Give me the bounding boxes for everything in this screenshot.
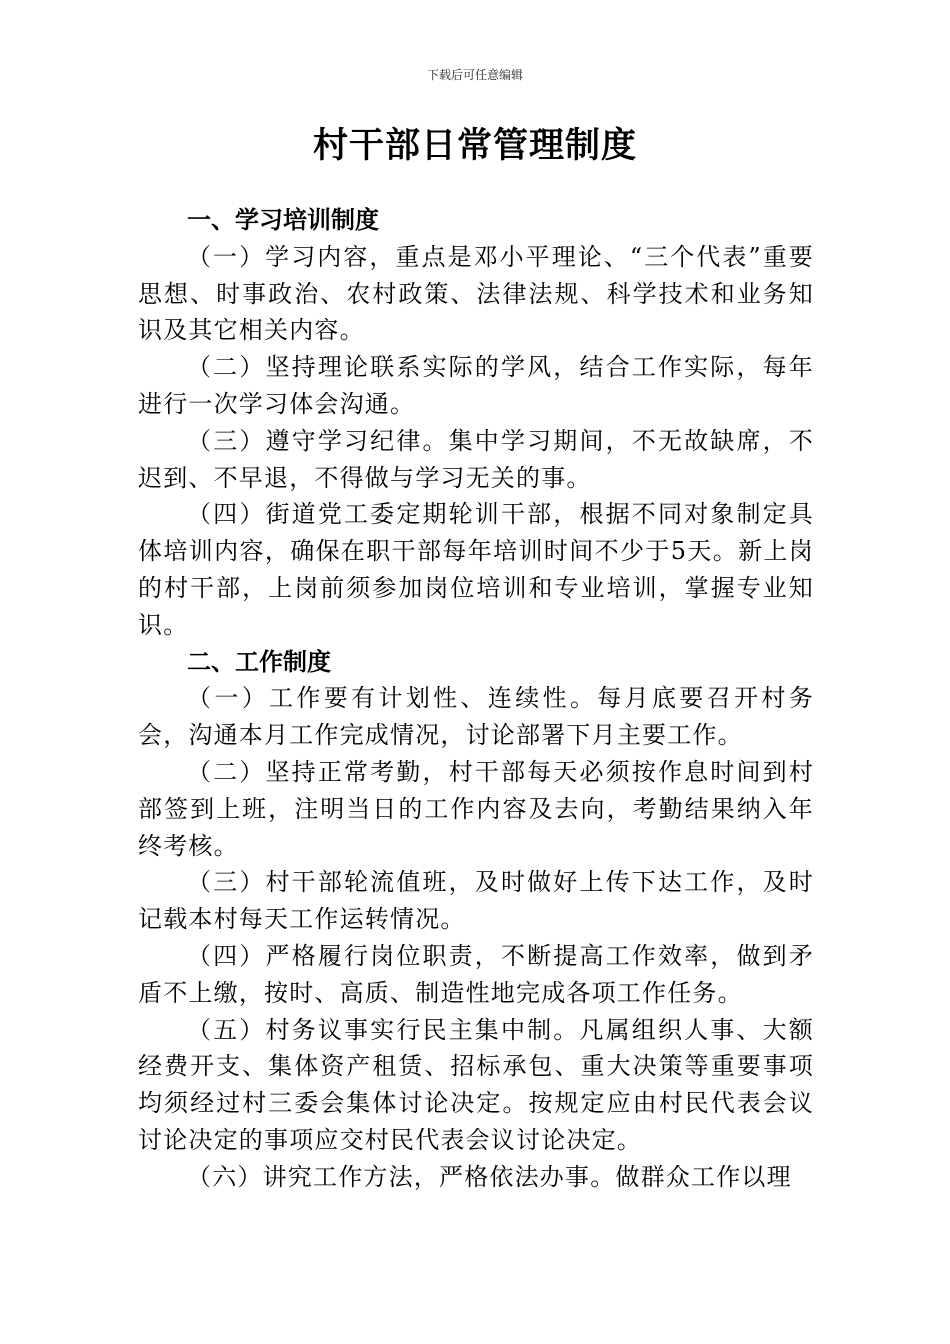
paragraph: （四）街道党工委定期轮训干部，根据不同对象制定具体培训内容，确保在职干部每年培训时间不少于5天。新上岗的村干部，上岗前须参加岗位培训和专业培训，掌握专业知识。 (138, 500, 814, 639)
paragraph: （三）村干部轮流值班，及时做好上传下达工作，及时记载本村每天工作运转情况。 (138, 868, 814, 934)
paragraph: （二）坚持正常考勤，村干部每天必须按作息时间到村部签到上班，注明当日的工作内容及去向，考勤结果纳入年终考核。 (138, 757, 814, 860)
document-body (138, 202, 814, 1196)
paragraph: （一）学习内容，重点是邓小平理论、“三个代表”重要思想、时事政治、农村政策、法律法规、科学技术和业务知识及其它相关内容。 (138, 242, 814, 345)
section-heading-work: 二、工作制度 (187, 647, 331, 676)
section-heading-study: 一、学习培训制度 (187, 206, 379, 234)
paragraph: （六）讲究工作方法，严格依法办事。做群众工作以理 (187, 1162, 792, 1191)
document-title: 村干部日常管理制度 (312, 126, 637, 166)
paragraph: （四）严格履行岗位职责，不断提高工作效率，做到矛盾不上缴，按时、高质、制造性地完成各项工作任务。 (138, 941, 814, 1007)
paragraph: （三）遵守学习纪律。集中学习期间，不无故缺席，不迟到、不早退，不得做与学习无关的事。 (138, 426, 814, 492)
paragraph: （二）坚持理论联系实际的学风，结合工作实际，每年进行一次学习体会沟通。 (138, 353, 814, 418)
header-note: 下载后可任意编辑 (426, 68, 523, 82)
paragraph: （一）工作要有计划性、连续性。每月底要召开村务会，沟通本月工作完成情况，讨论部署下月主要工作。 (138, 684, 814, 750)
paragraph: （五）村务议事实行民主集中制。凡属组织人事、大额经费开支、集体资产租赁、招标承包、重大决策等重要事项均须经过村三委会集体讨论决定。按规定应由村民代表会议讨论决定的事项应交村民代表会议讨论决定。 (138, 1015, 814, 1154)
